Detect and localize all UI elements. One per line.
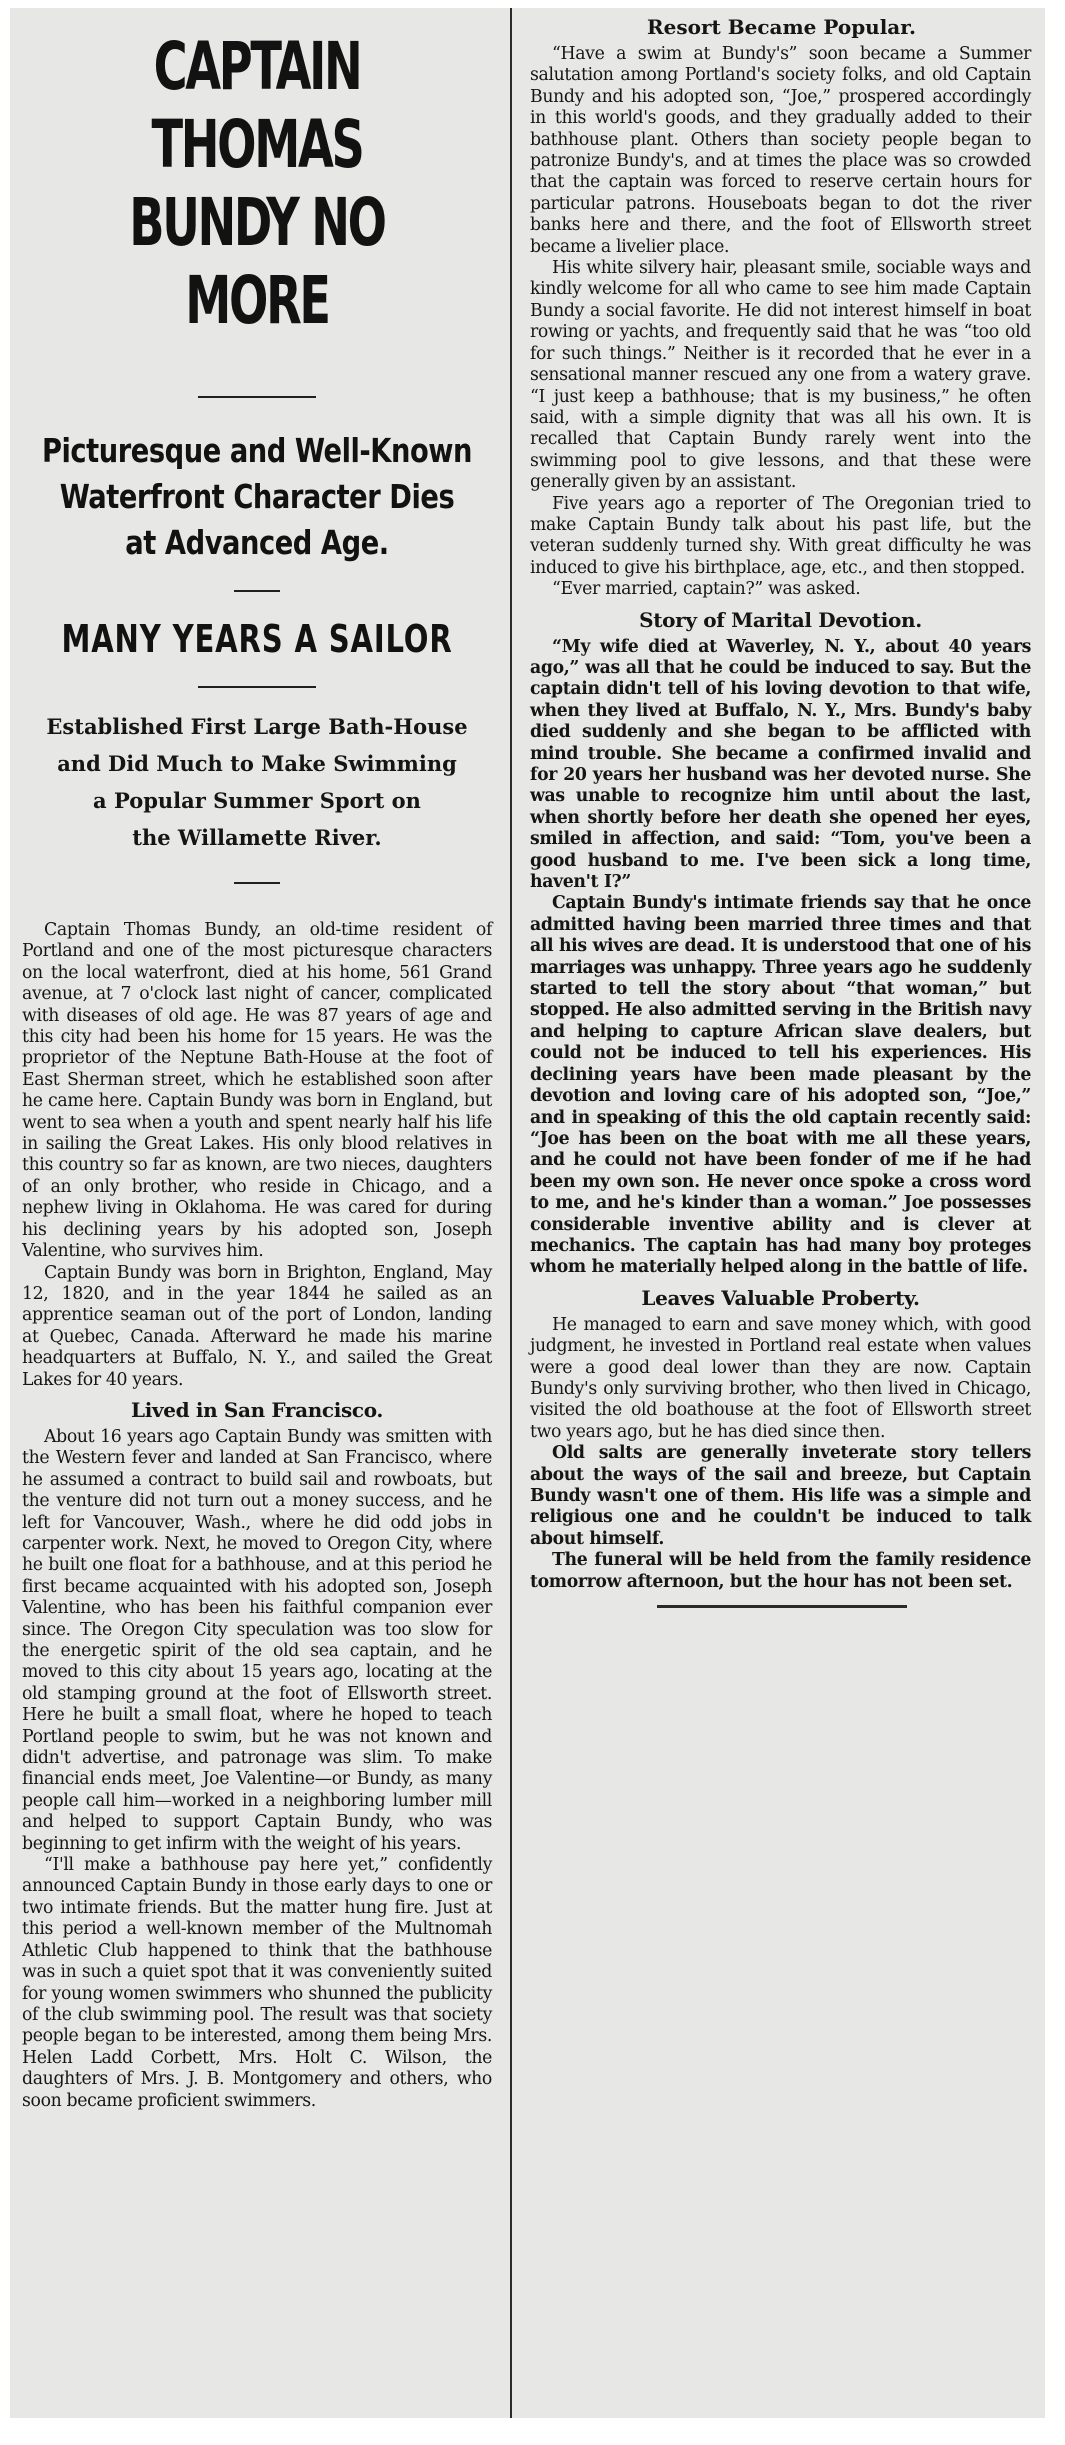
headline-line-2: BUNDY NO MORE [129, 184, 385, 339]
subheading-lived-in-san-francisco: Lived in San Francisco. [131, 1397, 383, 1422]
newspaper-clipping [10, 8, 1045, 2418]
paragraph: Five years ago a reporter of The Oregonian tried to make Captain Bundy talk about his past life, but the veteran suddenly turned shy. With great difficulty he was induced to give his birthplace, age, etc., and then stopped. [530, 493, 1031, 578]
deck-3-line-4: the Willamette River. [132, 825, 382, 850]
deck-1-line-3: at Advanced Age. [125, 523, 389, 562]
paragraph: Captain Bundy was born in Brighton, England, May 12, 1820, and in the year 1844 he sailed as an apprentice seaman out of the port of London, landing at Quebec, Canada. Afterward he made his marine headquarters at Buffalo, N. Y., and sailed the Great Lakes for 40 years. [22, 1262, 492, 1390]
right-column [518, 8, 1045, 1608]
end-rule [657, 1605, 907, 1608]
article-body-right [518, 44, 1045, 1593]
paragraph: Captain Thomas Bundy, an old-time resident of Portland and one of the most picturesque characters on the local waterfront, died at his home, 561 Grand avenue, at 7 o'clock last night of cancer, complicated with diseases of old age. He was 87 years of age and this city had been his home for 15 years. He was the proprietor of the Neptune Bath-House at the foot of East Sherman street, which he established soon after he came here. Captain Bundy was born in England, but went to sea when a youth and spent nearly half his life in sailing the Great Lakes. His only blood relatives in this country so far as known, are two nieces, daughters of an only brother, who reside in Chicago, and a nephew living in Oklahoma. He was cared for during his declining years by his adopted son, Joseph Valentine, who survives him. [22, 920, 492, 1262]
subheading-resort-became-popular: Resort Became Popular. [647, 15, 916, 39]
divider-rule [234, 882, 280, 884]
divider-rule [198, 396, 316, 398]
subheading-story-of-marital-devotion: Story of Marital Devotion. [639, 607, 922, 632]
deck-3-line-2: and Did Much to Make Swimming [57, 751, 457, 776]
deck-3-line-3: a Popular Summer Sport on [93, 788, 421, 813]
paragraph: The funeral will be held from the family residence tomorrow afternoon, but the hour has not been set. [530, 1550, 1031, 1592]
column-divider [510, 8, 512, 2418]
paragraph: “I'll make a bathhouse pay here yet,” confidently announced Captain Bundy in those early days to one or two intimate friends. But the matter hung fire. Just at this period a well-known member of the Multnomah Athletic Club happened to think that the bathhouse was in such a quiet spot that it was conveniently suited for young women swimmers who shunned the publicity of the club swimming pool. The result was that society people began to be interested, among them being Mrs. Helen Ladd Corbett, Mrs. Holt C. Wilson, the daughters of Mrs. J. B. Montgomery and others, who soon became proficient swimmers. [22, 1855, 492, 2111]
article-body-left [10, 920, 504, 2112]
deck-3-line-1: Established First Large Bath-House [46, 714, 468, 739]
deck-1-line-2: Waterfront Character Dies [59, 477, 455, 516]
paragraph: Captain Bundy's intimate friends say that he once admitted having been married three times and that all his wives are dead. It is understood that one of his marriages was unhappy. Three years ago he suddenly started to tell the story about “that woman,” but stopped. He also admitted serving in the British navy and helping to capture African slave dealers, but could not be induced to tell his experiences. His declining years have been made pleasant by the devotion and loving care of his adopted son, “Joe,” and in speaking of this the old captain recently said: “Joe has been on the boat with me all these years, and he could not have been fonder of me if he had been my own son. He never once spoke a cross word to me, and he's kinder than a woman.” Joe possesses considerable inventive ability and is clever at mechanics. The captain has had many boy proteges whom he materially helped along in the battle of life. [530, 893, 1031, 1278]
paragraph: Old salts are generally inveterate story tellers about the ways of the sail and breeze, but Captain Bundy wasn't one of them. His life was a simple and religious one and he couldn't be induced to talk about himself. [530, 1443, 1031, 1549]
deck-picturesque [10, 428, 504, 566]
left-column [10, 8, 504, 2112]
deck-established [10, 708, 504, 856]
headline-line-1: CAPTAIN THOMAS [151, 28, 363, 183]
deck-many-years: MANY YEARS A SAILOR [61, 617, 453, 661]
deck-1-line-1: Picturesque and Well-Known [41, 431, 473, 470]
paragraph: About 16 years ago Captain Bundy was smitten with the Western fever and landed at San Francisco, where he assumed a contract to build sail and rowboats, but the venture did not turn out a money success, and he left for Vancouver, Wash., where he did odd jobs in carpenter work. Next, he moved to Oregon City, where he built one float for a bathhouse, and at this period he first became acquainted with his adopted son, Joseph Valentine, who has been his faithful companion ever since. The Oregon City speculation was too slow for the energetic spirit of the old sea captain, and he moved to this city about 15 years ago, locating at the old stamping ground at the foot of Ellsworth street. Here he built a small float, where he hoped to teach Portland people to swim, but he was not known and didn't advertise, and patronage was slim. To make financial ends meet, Joe Valentine—or Bundy, as many people call him—worked in a neighboring lumber mill and helped to support Captain Bundy, who was beginning to get infirm with the weight of his years. [22, 1426, 492, 1854]
divider-rule [234, 590, 280, 592]
paragraph: “My wife died at Waverley, N. Y., about 40 years ago,” was all that he could be induced to say. But the captain didn't tell of his loving devotion to that wife, when they lived at Buffalo, N. Y., Mrs. Bundy's baby died suddenly and she began to be afflicted with mind trouble. She became a confirmed invalid and for 20 years her husband was her devoted nurse. She was unable to recognize him until about the last, when shortly before her death she opened her eyes, smiled in affection, and said: “Tom, you've been a good husband to me. I've been sick a long time, haven't I?” [530, 636, 1031, 893]
paragraph: “Have a swim at Bundy's” soon became a Summer salutation among Portland's society folks, and old Captain Bundy and his adopted son, “Joe,” prospered accordingly in this world's goods, and they gradually added to their bathhouse plant. Others than society people began to patronize Bundy's, and at times the place was so crowded that the captain was forced to reserve certain hours for particular patrons. Houseboats began to dot the river banks here and there, and the foot of Ellsworth street became a livelier place. [530, 44, 1031, 257]
paragraph: He managed to earn and save money which, with good judgment, he invested in Portland real estate when values were a good deal lower than they are now. Captain Bundy's only surviving brother, who then lived in Chicago, visited the old boathouse at the foot of Ellsworth street two years ago, but he has died since then. [530, 1314, 1031, 1442]
main-headline [10, 8, 504, 340]
divider-rule [198, 686, 316, 688]
subheading-leaves-valuable-property: Leaves Valuable Proberty. [641, 1285, 920, 1310]
paragraph: “Ever married, captain?” was asked. [552, 579, 861, 600]
paragraph: His white silvery hair, pleasant smile, sociable ways and kindly welcome for all who came to see him made Captain Bundy a social favorite. He did not interest himself in boat rowing or yachts, and frequently said that he was “too old for such things.” Neither is it recorded that he ever in a sensational manner rescued any one from a watery grave. “I just keep a bathhouse; that is my business,” he often said, with a simple dignity that was all his own. It is recalled that Captain Bundy rarely went into the swimming pool to give lessons, and that these were generally given by an assistant. [530, 258, 1031, 493]
